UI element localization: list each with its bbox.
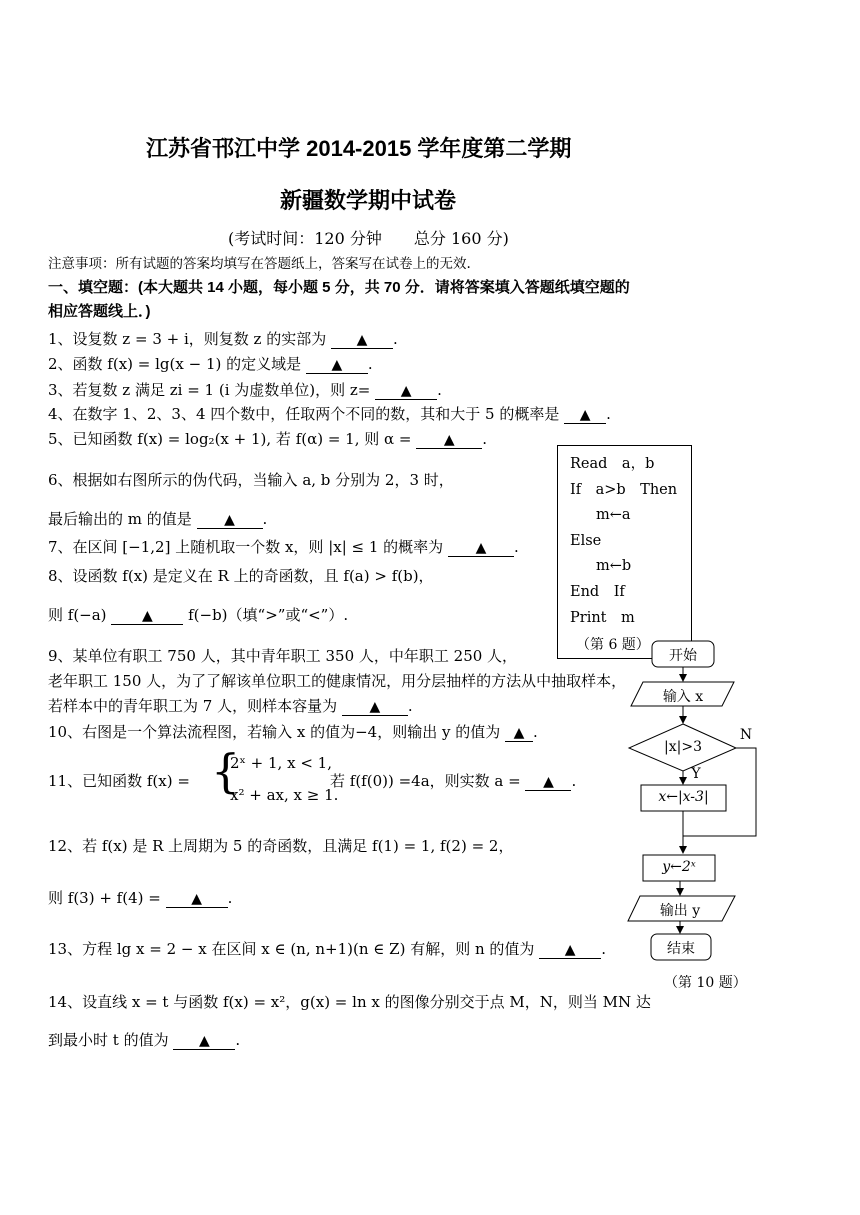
pseudocode-box	[557, 445, 692, 659]
question-14-line2: 到最小时 t 的值为 ▲ .	[48, 1031, 241, 1049]
question-14-text: 到最小时 t 的值为	[48, 1031, 169, 1049]
flowchart-condition-label: |x|>3	[664, 739, 702, 755]
question-8-line1: 8、设函数 f(x) 是定义在 R 上的奇函数，且 f(a) > f(b)，	[48, 567, 434, 585]
exam-info: (考试时间：120 分钟 总分 160 分)	[228, 229, 509, 248]
pseudocode-line: Read a，b	[570, 456, 655, 472]
answer-blank	[448, 538, 514, 557]
triangle-icon: ▲	[141, 608, 153, 624]
triangle-icon: ▲	[543, 774, 554, 790]
question-4: 4、在数字 1、2、3、4 四个数中，任取两个不同的数，其和大于 5 的概率是 ▲ .	[48, 405, 611, 423]
question-1-text: 1、设复数 z = 3 + i，则复数 z 的实部为	[48, 330, 327, 348]
question-3-text: 3、若复数 z 满足 zi = 1 (i 为虚数单位)，则 z=	[48, 381, 371, 399]
answer-blank	[331, 330, 393, 349]
question-9-line1: 9、某单位有职工 750 人，其中青年职工 350 人，中年职工 250 人，	[48, 647, 518, 665]
answer-blank	[306, 355, 368, 374]
flowchart-end-label: 结束	[667, 941, 695, 957]
brace-icon: {	[211, 744, 241, 798]
question-6-text: 最后输出的 m 的值是	[48, 510, 192, 528]
question-10: 10、右图是一个算法流程图，若输入 x 的值为−4，则输出 y 的值为 ▲ .	[48, 723, 538, 741]
triangle-icon: ▲	[513, 725, 525, 741]
question-8-text-b: f(−b)（填“>”或“<”）.	[188, 606, 349, 624]
question-13: 13、方程 lg x = 2 − x 在区间 x ∈ (n, n+1)(n ∈ Z) 有解，则 n 的值为 ▲ .	[48, 940, 606, 958]
question-11-prefix: 11、已知函数 f(x) =	[48, 772, 190, 790]
pseudocode-line: End If	[570, 583, 625, 600]
triangle-icon: ▲	[579, 407, 591, 423]
pseudocode-line: Else	[570, 532, 602, 549]
answer-blank	[375, 381, 437, 400]
flowchart-input-label: 输入 x	[662, 689, 704, 705]
question-9-line2: 老年职工 150 人，为了了解该单位职工的健康情况，用分层抽样的方法从中抽取样本，	[48, 672, 627, 690]
question-7: 7、在区间 [−1,2] 上随机取一个数 x，则 |x| ≤ 1 的概率为 ▲ .	[48, 538, 519, 556]
answer-blank	[342, 697, 408, 716]
triangle-icon: ▲	[331, 357, 343, 373]
pseudocode-line: m←b	[596, 558, 632, 575]
question-5: 5、已知函数 f(x) = log₂(x + 1), 若 f(α) = 1, 则 α = ▲ .	[48, 430, 488, 448]
triangle-icon: ▲	[475, 540, 487, 556]
question-8-line2	[48, 604, 348, 625]
flowchart-output-label: 输出 y	[659, 903, 701, 919]
notice: 注意事项：所有试题的答案均填写在答题纸上，答案写在试卷上的无效.	[48, 256, 471, 272]
triangle-icon: ▲	[224, 512, 235, 528]
triangle-icon: ▲	[356, 332, 368, 348]
answer-blank	[525, 772, 571, 791]
triangle-icon: ▲	[564, 942, 576, 958]
question-12-line2: 则 f(3) + f(4) = ▲ .	[48, 889, 233, 907]
answer-blank	[564, 405, 606, 424]
exam-title: 江苏省邗江中学 2014-2015 学年度第二学期	[146, 136, 572, 161]
question-14-line1: 14、设直线 x = t 与函数 f(x) = x²，g(x) = ln x 的图像分别交于点 M，N，则当 MN 达	[48, 993, 651, 1011]
question-6-line1: 6、根据如右图所示的伪代码，当输入 a, b 分别为 2，3 时，	[48, 471, 454, 489]
question-2: 2、函数 f(x) = lg(x − 1) 的定义域是 ▲ .	[48, 355, 373, 373]
question-6-line2: 最后输出的 m 的值是 ▲ .	[48, 510, 268, 528]
question-1: 1、设复数 z = 3 + i，则复数 z 的实部为 ▲ .	[48, 330, 398, 348]
pseudocode-caption: （第 6 题）	[576, 637, 650, 653]
answer-blank	[505, 723, 533, 742]
question-7-text: 7、在区间 [−1,2] 上随机取一个数 x，则 |x| ≤ 1 的概率为	[48, 538, 444, 556]
question-2-text: 2、函数 f(x) = lg(x − 1) 的定义域是	[48, 355, 302, 373]
question-11-suffix: 若 f(f(0)) =4a，则实数 a =	[330, 772, 521, 790]
flowchart-yes-label: Y	[691, 766, 701, 782]
exam-subtitle: 新疆数学期中试卷	[280, 188, 457, 213]
question-9-text: 若样本中的青年职工为 7 人，则样本容量为	[48, 697, 338, 715]
answer-blank	[539, 940, 601, 959]
question-11-case1: 2ˣ + 1, x < 1,	[230, 754, 332, 772]
answer-blank	[166, 889, 228, 908]
answer-blank	[173, 1031, 235, 1050]
question-5-text: 5、已知函数 f(x) = log₂(x + 1), 若 f(α) = 1, 则 α =	[48, 430, 412, 448]
triangle-icon: ▲	[369, 699, 381, 715]
section-heading-line2: 相应答题线上．)	[48, 303, 151, 320]
flowchart-assign-y-label: y←2ˣ	[662, 859, 696, 875]
answer-blank	[111, 606, 183, 625]
question-10-text: 10、右图是一个算法流程图，若输入 x 的值为−4，则输出 y 的值为	[48, 723, 501, 741]
question-8-text-a: 则 f(−a)	[48, 606, 107, 624]
question-12-text: 则 f(3) + f(4) =	[48, 889, 161, 907]
answer-blank	[416, 430, 482, 449]
flowchart-assign-x-label: x←|x-3|	[658, 789, 709, 805]
triangle-icon: ▲	[400, 383, 412, 399]
pseudocode-line: Print m	[570, 609, 635, 626]
question-9-line3: 若样本中的青年职工为 7 人，则样本容量为 ▲ .	[48, 697, 413, 715]
flowchart-no-label: N	[739, 727, 753, 743]
triangle-icon: ▲	[191, 891, 202, 907]
flowchart-caption: （第 10 题）	[664, 975, 747, 991]
question-12-line1: 12、若 f(x) 是 R 上周期为 5 的奇函数，且满足 f(1) = 1, f(2) = 2，	[48, 837, 514, 855]
question-11-suffix-line: 若 f(f(0)) =4a，则实数 a = ▲ .	[330, 772, 577, 790]
flowchart-start-label: 开始	[669, 648, 697, 664]
question-4-text: 4、在数字 1、2、3、4 四个数中，任取两个不同的数，其和大于 5 的概率是	[48, 405, 560, 423]
question-3: 3、若复数 z 满足 zi = 1 (i 为虚数单位)，则 z= ▲ .	[48, 381, 442, 399]
question-11-case2: x² + ax, x ≥ 1.	[230, 786, 339, 804]
question-13-text: 13、方程 lg x = 2 − x 在区间 x ∈ (n, n+1)(n ∈ Z) 有解，则 n 的值为	[48, 940, 535, 958]
triangle-icon: ▲	[443, 432, 455, 448]
answer-blank	[197, 510, 263, 529]
pseudocode-line: If a>b Then	[570, 481, 678, 498]
pseudocode-line: m←a	[596, 507, 631, 524]
triangle-icon: ▲	[198, 1033, 210, 1049]
section-heading-line1: 一、填空题：(本大题共 14 小题，每小题 5 分，共 70 分．请将答案填入答题纸填空题的	[48, 279, 630, 296]
